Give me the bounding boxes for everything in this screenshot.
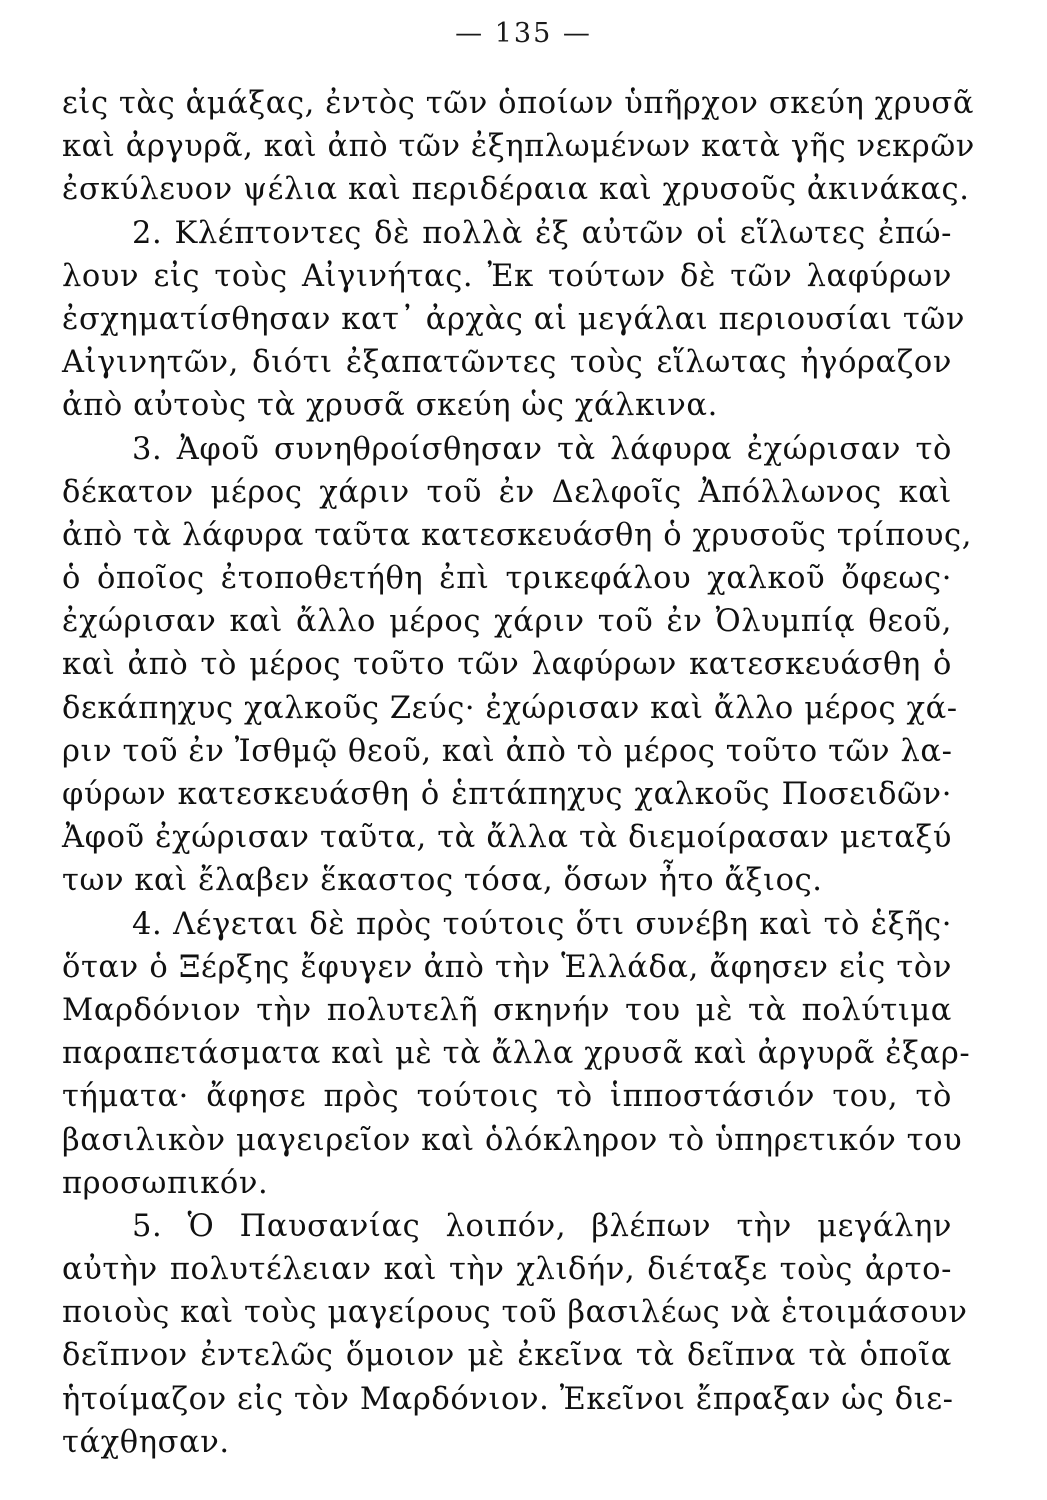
text-line: δεῖπνον ἐντελῶς ὅμοιον μὲ ἐκεῖνα τὰ δεῖπνα τὰ ὁποῖα: [62, 1338, 952, 1374]
text-line: εἰς τὰς ἁμάξας, ἐντὸς τῶν ὁποίων ὑπῆρχον σκεύη χρυσᾶ: [62, 86, 975, 121]
text-line: Αἰγινητῶν, διότι ἐξαπατῶντες τοὺς εἵλωτας ἠγόραζον: [62, 345, 952, 381]
paragraph-3-start: 3. Ἀφοῦ συνηθροίσθησαν τὰ λάφυρα ἐχώρισαν τὸ: [132, 431, 952, 467]
text-line: ἐχώρισαν καὶ ἄλλο μέρος χάριν τοῦ ἐν Ὀλυμπίᾳ θεοῦ,: [62, 604, 952, 640]
text-line: ἐσχηματίσθησαν κατ᾽ ἀρχὰς αἱ μεγάλαι περιουσίαι τῶν: [62, 301, 965, 337]
text-line: Μαρδόνιον τὴν πολυτελῆ σκηνήν του μὲ τὰ πολύτιμα: [62, 992, 952, 1028]
text-line: τάχθησαν.: [62, 1424, 230, 1460]
paragraph-4-start: 4. Λέγεται δὲ πρὸς τούτοις ὅτι συνέβη καὶ τὸ ἑξῆς·: [132, 906, 952, 942]
text-line: δεκάπηχυς χαλκοῦς Ζεύς· ἐχώρισαν καὶ ἄλλο μέρος χά-: [62, 690, 958, 726]
text-line: προσωπικόν.: [62, 1165, 269, 1201]
page-number: — 135 —: [455, 18, 592, 49]
text-line: βασιλικὸν μαγειρεῖον καὶ ὁλόκληρον τὸ ὑπηρετικόν του: [62, 1122, 963, 1158]
text-line: ἀπὸ τὰ λάφυρα ταῦτα κατεσκευάσθη ὁ χρυσοῦς τρίπους,: [62, 517, 972, 553]
text-line: ριν τοῦ ἐν Ἰσθμῷ θεοῦ, καὶ ἀπὸ τὸ μέρος τοῦτο τῶν λα-: [62, 733, 953, 769]
paragraph-5-start: 5. Ὁ Παυσανίας λοιπόν, βλέπων τὴν μεγάλην: [132, 1208, 952, 1244]
text-line: παραπετάσματα καὶ μὲ τὰ ἄλλα χρυσᾶ καὶ ἀργυρᾶ ἐξαρ-: [62, 1036, 971, 1072]
text-line: φύρων κατεσκευάσθη ὁ ἑπτάπηχυς χαλκοῦς Ποσειδῶν·: [62, 777, 952, 812]
text-line: ὅταν ὁ Ξέρξης ἔφυγεν ἀπὸ τὴν Ἑλλάδα, ἄφησεν εἰς τὸν: [62, 949, 952, 985]
body-text: [62, 82, 975, 1464]
text-line: καὶ ἀπὸ τὸ μέρος τοῦτο τῶν λαφύρων κατεσκευάσθη ὁ: [62, 647, 952, 683]
text-line: καὶ ἀργυρᾶ, καὶ ἀπὸ τῶν ἐξηπλωμένων κατὰ γῆς νεκρῶν: [62, 129, 975, 165]
text-line: αὐτὴν πολυτέλειαν καὶ τὴν χλιδήν, διέταξε τοὺς ἀρτο-: [62, 1252, 952, 1288]
paragraph-2-start: 2. Κλέπτοντες δὲ πολλὰ ἐξ αὐτῶν οἱ εἵλωτες ἐπώ-: [132, 215, 952, 251]
text-line: ὁ ὁποῖος ἐτοποθετήθη ἐπὶ τρικεφάλου χαλκοῦ ὄφεως·: [62, 561, 952, 597]
text-line: ἐσκύλευον ψέλια καὶ περιδέραια καὶ χρυσοῦς ἀκινάκας.: [62, 172, 970, 208]
text-line: δέκατον μέρος χάριν τοῦ ἐν Δελφοῖς Ἀπόλλωνος καὶ: [62, 474, 952, 510]
text-line: λουν εἰς τοὺς Αἰγινήτας. Ἐκ τούτων δὲ τῶν λαφύρων: [62, 258, 952, 294]
text-line: τήματα· ἄφησε πρὸς τούτοις τὸ ἱπποστάσιόν του, τὸ: [62, 1079, 952, 1115]
text-line: ἡτοίμαζον εἰς τὸν Μαρδόνιον. Ἐκεῖνοι ἔπραξαν ὡς διε-: [62, 1381, 954, 1417]
text-line: Ἀφοῦ ἐχώρισαν ταῦτα, τὰ ἄλλα τὰ διεμοίρασαν μεταξύ: [62, 820, 952, 856]
text-line: ἀπὸ αὐτοὺς τὰ χρυσᾶ σκεύη ὡς χάλκινα.: [62, 388, 718, 424]
text-line: ποιοὺς καὶ τοὺς μαγείρους τοῦ βασιλέως νὰ ἑτοιμάσουν: [62, 1295, 968, 1331]
text-line: των καὶ ἔλαβεν ἕκαστος τόσα, ὅσων ἦτο ἄξιος.: [62, 863, 823, 899]
